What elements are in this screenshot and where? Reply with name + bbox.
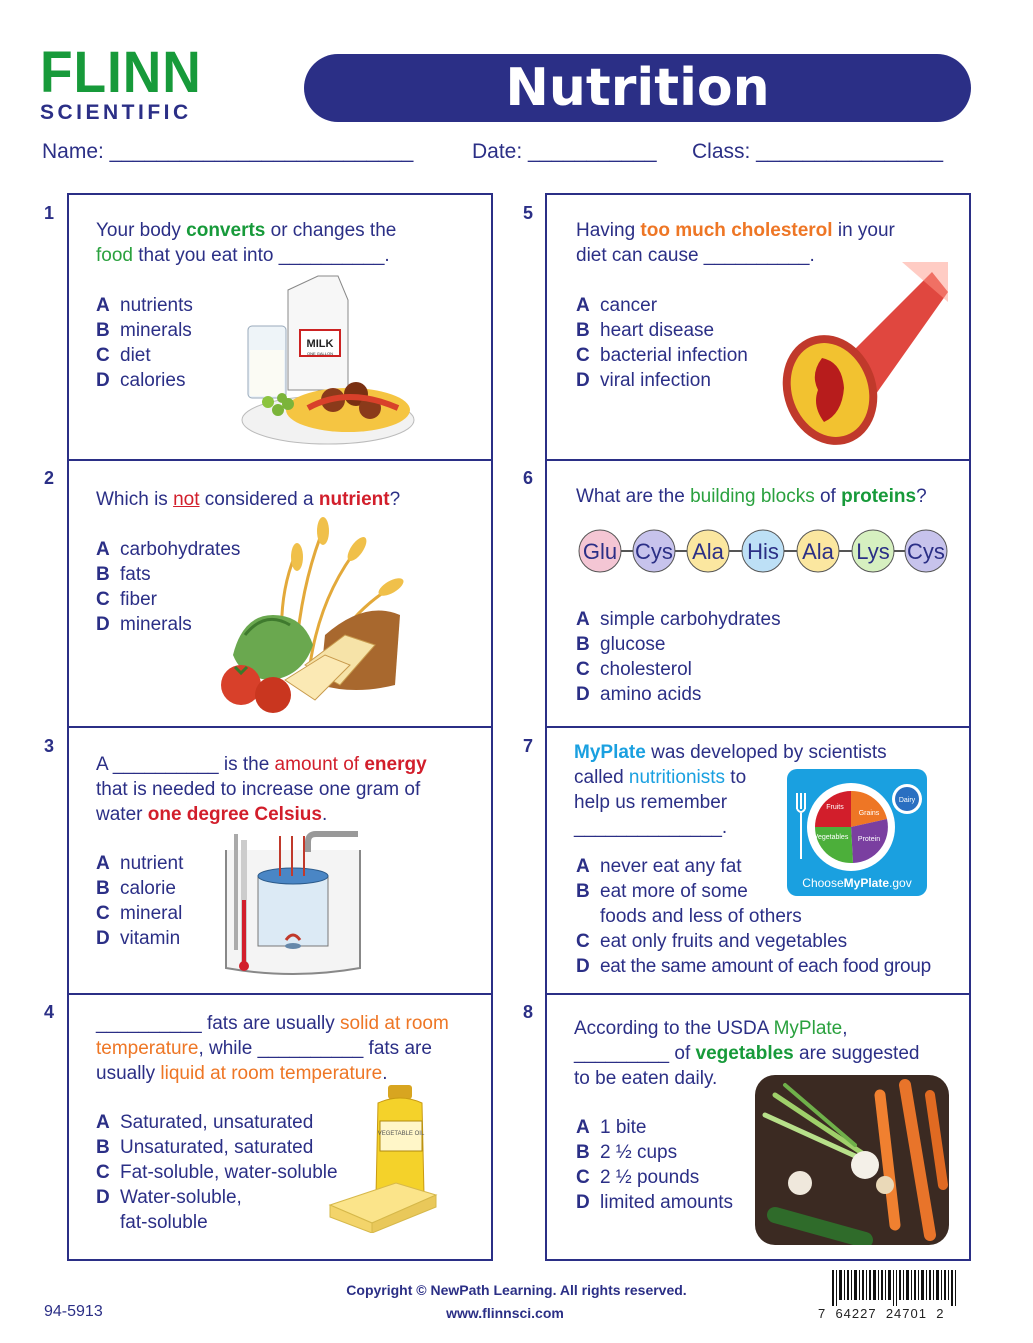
grains-vegetables-bread-illustration: [215, 515, 415, 720]
answer-option-continued: foods and less of others: [600, 906, 802, 927]
question-3-options: [96, 851, 183, 951]
amino-acid-label: Lys: [856, 539, 890, 564]
question-number: 5: [523, 203, 534, 223]
divider: [67, 993, 493, 995]
myplate-brand-gov: .gov: [889, 876, 912, 890]
class-field[interactable]: Class: ________________: [692, 140, 944, 163]
answer-option[interactable]: B minerals: [96, 320, 192, 341]
question-number: 7: [523, 736, 534, 756]
barcode: [828, 1270, 968, 1310]
myplate-brand-choose: Choose: [802, 876, 844, 890]
question-8-options: [576, 1115, 733, 1215]
question-4-text: __________ fats are usually solid at room temperature, while __________ fats are usually liquid at room temperature.: [96, 1013, 449, 1084]
myplate-vegetables-label: Vegetables: [813, 834, 849, 841]
divider: [67, 726, 493, 728]
answer-option[interactable]: C 2 ½ pounds: [576, 1167, 700, 1188]
amino-acid-label: Ala: [802, 539, 834, 564]
answer-option[interactable]: B eat more of some: [576, 881, 748, 902]
question-4-options: [96, 1110, 338, 1235]
question-number: 3: [44, 736, 55, 756]
answer-option[interactable]: D vitamin: [96, 928, 181, 949]
question-1-text: Your body converts or changes the food that you eat into __________.: [96, 220, 397, 266]
question-number: 2: [44, 468, 55, 488]
answer-option[interactable]: C cholesterol: [576, 659, 692, 680]
answer-option[interactable]: B calorie: [96, 878, 176, 899]
question-5-text: Having too much cholesterol in your diet can cause __________.: [576, 220, 895, 266]
amino-acid-chain: [576, 528, 951, 576]
myplate-protein-label: Protein: [857, 836, 881, 843]
answer-option[interactable]: D limited amounts: [576, 1192, 734, 1213]
milk-spaghetti-illustration: [238, 270, 418, 450]
answer-option[interactable]: A 1 bite: [576, 1117, 647, 1138]
answer-option[interactable]: A never eat any fat: [576, 856, 742, 877]
answer-option[interactable]: C eat only fruits and vegetables: [576, 931, 848, 952]
answer-option[interactable]: D calories: [96, 370, 186, 391]
question-6-text: What are the building blocks of proteins?: [576, 486, 927, 507]
myplate-grains-label: Grains: [858, 810, 880, 817]
question-number: 4: [44, 1002, 55, 1022]
answer-option[interactable]: D eat the same amount of each food group: [576, 956, 931, 977]
amino-acid-label: Cys: [907, 539, 945, 564]
amino-acid-label: His: [747, 539, 779, 564]
answer-option[interactable]: C mineral: [96, 903, 183, 924]
answer-option[interactable]: D Water-soluble,: [96, 1187, 242, 1208]
date-field[interactable]: Date: ___________: [472, 140, 657, 163]
answer-option-continued: fat-soluble: [120, 1212, 208, 1233]
oil-label: VEGETABLE OIL: [377, 1131, 425, 1137]
milk-label: MILK: [306, 338, 334, 350]
answer-option[interactable]: B 2 ½ cups: [576, 1142, 678, 1163]
question-7-options: [576, 854, 931, 979]
question-1-options: [96, 293, 193, 393]
question-number: 8: [523, 1002, 534, 1022]
vegetables-photo: [755, 1075, 949, 1245]
answer-option[interactable]: B fats: [96, 564, 151, 585]
answer-option[interactable]: C fiber: [96, 589, 157, 610]
answer-option[interactable]: C diet: [96, 345, 151, 366]
amino-acid-label: Ala: [692, 539, 724, 564]
footer-url[interactable]: www.flinnsci.com: [446, 1305, 564, 1321]
myplate-fruits-label: Fruits: [826, 804, 844, 811]
question-7-text: MyPlate was developed by scientists called nutritionists to help us remember ______________.: [574, 742, 887, 838]
divider: [545, 993, 971, 995]
answer-option[interactable]: A cancer: [576, 295, 658, 316]
answer-option[interactable]: A carbohydrates: [96, 539, 241, 560]
amino-acid-label: Glu: [582, 539, 618, 564]
milk-sublabel: ONE GALLON: [306, 351, 334, 356]
clogged-artery-illustration: [782, 262, 948, 454]
answer-option[interactable]: C bacterial infection: [576, 345, 748, 366]
answer-option[interactable]: A nutrient: [96, 853, 184, 874]
myplate-brand-name: MyPlate: [843, 876, 890, 890]
flinn-logo-text: FLINN: [40, 40, 202, 105]
amino-acid-label: Cys: [635, 539, 673, 564]
answer-option[interactable]: B Unsaturated, saturated: [96, 1137, 314, 1158]
divider: [545, 459, 971, 461]
answer-option[interactable]: A Saturated, unsaturated: [96, 1112, 314, 1133]
answer-option[interactable]: D viral infection: [576, 370, 711, 391]
question-2-text: Which is not considered a nutrient?: [96, 489, 401, 510]
divider: [67, 459, 493, 461]
oil-butter-illustration: [326, 1085, 446, 1233]
product-code: 94-5913: [44, 1303, 103, 1320]
name-field[interactable]: Name: __________________________: [42, 140, 414, 163]
answer-option[interactable]: A simple carbohydrates: [576, 609, 781, 630]
question-number: 1: [44, 203, 55, 223]
myplate-dairy-label: Dairy: [898, 797, 916, 804]
scientific-logo-text: SCIENTIFIC: [40, 101, 192, 124]
question-5-options: [576, 293, 748, 393]
answer-option[interactable]: C Fat-soluble, water-soluble: [96, 1162, 338, 1183]
answer-option[interactable]: D amino acids: [576, 684, 702, 705]
answer-option[interactable]: D minerals: [96, 614, 192, 635]
calorimeter-illustration: [218, 830, 368, 978]
answer-option[interactable]: A nutrients: [96, 295, 193, 316]
answer-option[interactable]: B heart disease: [576, 320, 715, 341]
answer-option[interactable]: B glucose: [576, 634, 666, 655]
question-number: 6: [523, 468, 534, 488]
copyright-text: Copyright © NewPath Learning. All rights reserved.: [346, 1282, 687, 1298]
barcode-number: 7 64227 24701 2: [818, 1306, 945, 1321]
question-8-text: According to the USDA MyPlate, _________ of vegetables are suggested to be eaten daily.: [574, 1018, 920, 1089]
divider: [545, 726, 971, 728]
page-title: Nutrition: [304, 54, 971, 122]
question-3-text: A __________ is the amount of energy that is needed to increase one gram of water one degree Celsius.: [96, 754, 427, 825]
question-6-options: [576, 607, 781, 707]
